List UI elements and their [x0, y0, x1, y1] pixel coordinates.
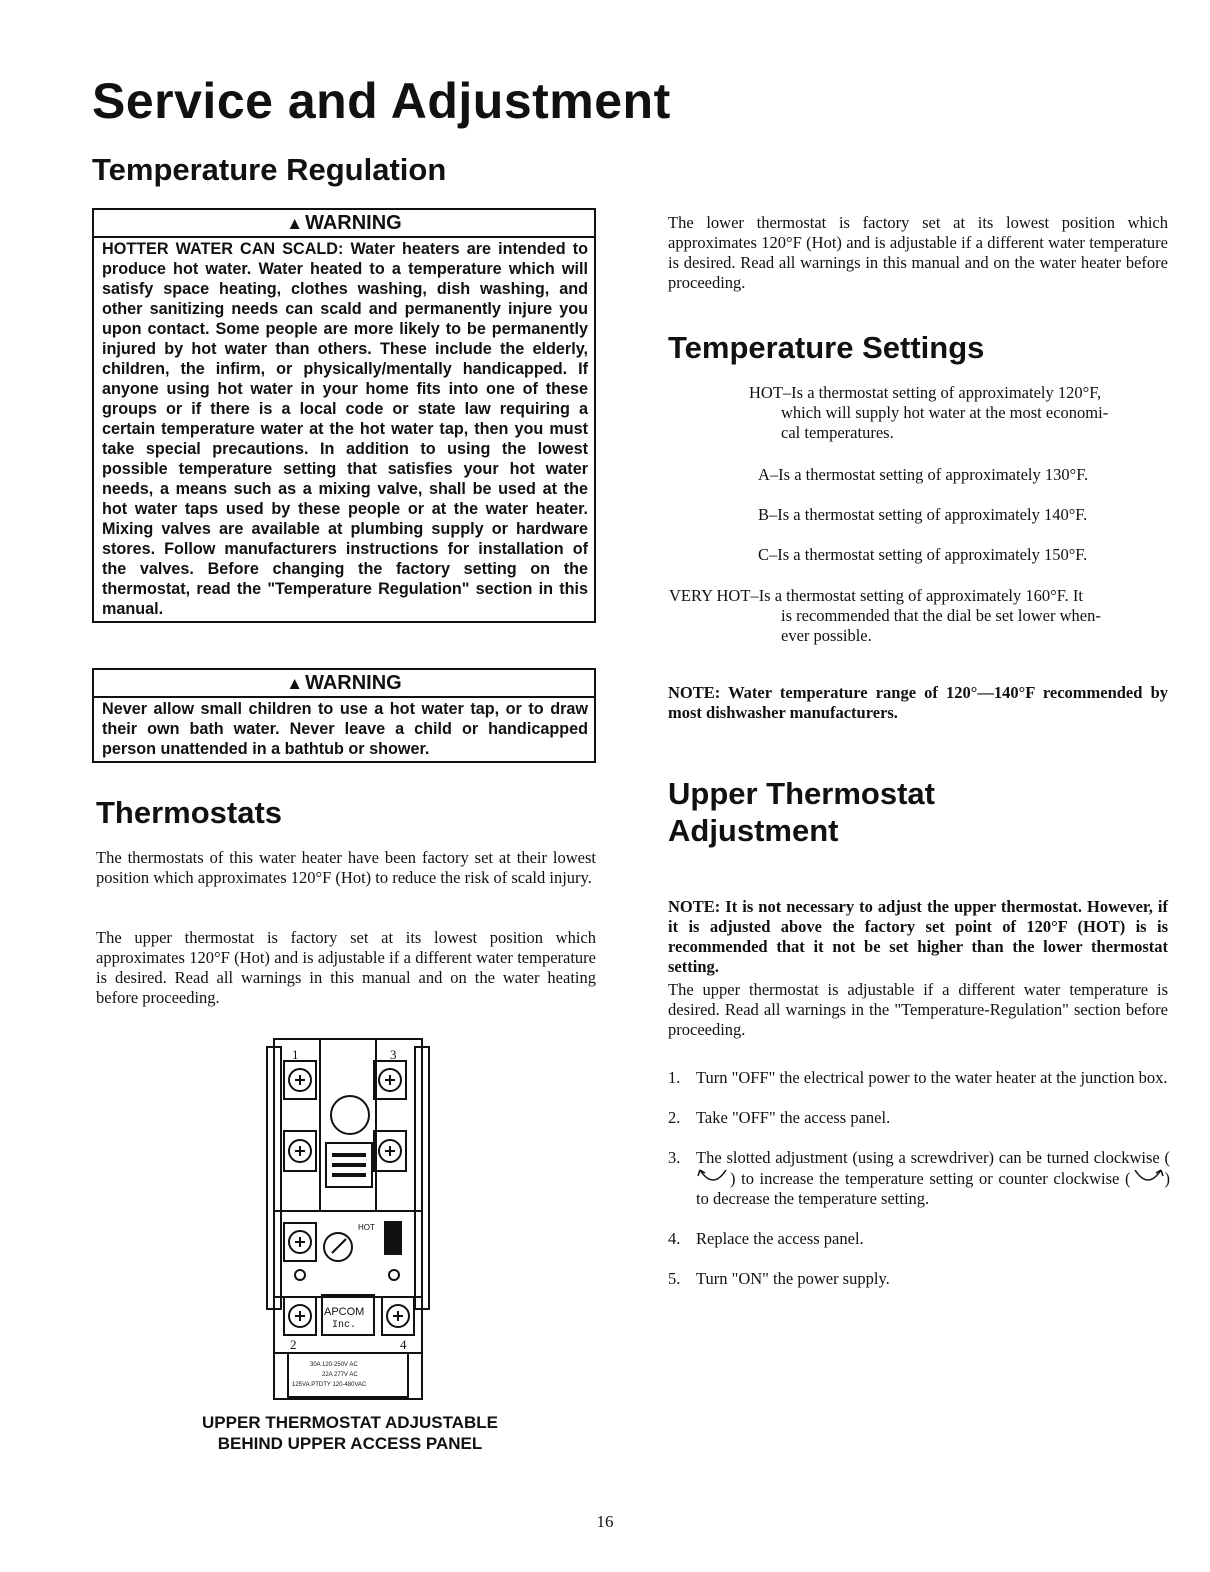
setting-c [758, 545, 1087, 565]
setting-b [758, 505, 1087, 525]
caption-line: UPPER THERMOSTAT ADJUSTABLE [202, 1413, 498, 1432]
section-heading-temperature-regulation: Temperature Regulation [92, 152, 447, 187]
setting-text: –Is a thermostat setting of approximately 120°F, [782, 383, 1102, 402]
setting-text: which will supply hot water at the most economi- [781, 403, 1109, 422]
list-item [668, 1229, 1170, 1249]
terminal-label: 2 [290, 1337, 297, 1352]
center-housing [320, 1039, 376, 1211]
warning-triangle-icon: ▲ [286, 214, 304, 233]
list-item [668, 1068, 1170, 1088]
setting-text: cal temperatures. [781, 423, 894, 442]
heading-line: Upper Thermostat [668, 776, 935, 811]
step-text: Turn "OFF" the electrical power to the water heater at the junction box. [696, 1068, 1168, 1087]
section-heading-temperature-settings: Temperature Settings [668, 330, 985, 365]
adjustment-steps-list [668, 1068, 1170, 1309]
thermostats-paragraph-1: The thermostats of this water heater have been factory set at their lowest position which approximates 120°F (Hot) to reduce the risk of scald injury. [96, 848, 596, 887]
setting-very-hot [669, 586, 1169, 646]
setting-text: –Is a thermostat setting of approximately 140°F. [769, 505, 1088, 524]
list-item [668, 1269, 1170, 1289]
dishwasher-note: NOTE: Water temperature range of 120°—140°F recommended by most dishwasher manufacturers. [668, 682, 1168, 722]
warning-label: WARNING [305, 672, 402, 694]
label-sticker [384, 1221, 402, 1255]
lower-thermostat-paragraph: The lower thermostat is factory set at its lowest position which approximates 120°F (Hot) and is adjustable if a different water temperature is desired. Read all warnings in this manual and on the water heater before proceeding. [668, 213, 1168, 292]
step-number: 1. [668, 1068, 681, 1087]
upper-thermostat-paragraph: The upper thermostat is adjustable if a different water temperature is desired. Read all warnings in the "Temperature-Regulation" section before proceeding. [668, 980, 1168, 1039]
step-text: The slotted adjustment (using a screwdriver) can be turned clockwise () to increase the temperature setting or counter clockwise ( ) to decrease the temperature setting. [696, 1148, 1170, 1208]
warning-triangle-icon: ▲ [286, 674, 304, 693]
setting-label: A [758, 465, 770, 484]
dial-label: HOT [358, 1223, 375, 1232]
section-heading-upper-thermostat [668, 775, 935, 849]
warning-text: HOTTER WATER CAN SCALD: Water heaters are intended to produce hot water. Water heated to a temperature which will satisfy space heating, clothes washing, dish washing, and other sanitizing needs can scald and permanently injure you upon contact. Some people are more likely to be permanently injured by hot water than others. These include the elderly, children, the infirm, or physically/mentally handicapped. If anyone using hot water in your home fits into one of these groups or if there is a local code or state law requiring a certain temperature water at the hot water tap, then you must take special precautions. In addition to using the lowest possible temperature setting that satisfies your hot water needs, a means such as a mixing valve, shall be used at the hot water taps used by these people or at the water heater. Mixing valves are available at plumbing supply or hardware stores. Follow manufacturers instructions for installation of the valves. Before changing the factory setting on the thermostat, read the "Temperature Regulation" section in this manual. [102, 240, 588, 618]
rating-line: 30A 120-250V AC [310, 1362, 358, 1368]
warning-label: WARNING [305, 212, 402, 234]
thermostat-dial [331, 1096, 369, 1134]
setting-text: –Is a thermostat setting of approximately 160°F. It [750, 586, 1083, 605]
warning-text: Never allow small children to use a hot water tap, or to draw their own bath water. Never leave a child or handicapped person unattended in a bathtub or shower. [102, 700, 588, 758]
brand-name: APCOM [324, 1306, 365, 1318]
brand-sub: Inc. [332, 1320, 357, 1331]
setting-label: C [758, 545, 770, 564]
step-text: Replace the access panel. [696, 1229, 864, 1248]
step-text: Take "OFF" the access panel. [696, 1108, 891, 1127]
terminal-label: 1 [292, 1047, 299, 1062]
counter-clockwise-arrow-icon [1131, 1168, 1165, 1184]
page-title: Service and Adjustment [92, 73, 671, 129]
thermostat-diagram [262, 1035, 432, 1405]
setting-hot [749, 383, 1169, 443]
setting-text: –Is a thermostat setting of approximately 150°F. [769, 545, 1088, 564]
setting-label: B [758, 505, 770, 524]
rating-line: 125VA.PTDTY 120-480VAC [292, 1382, 367, 1388]
diagram-caption [130, 1412, 570, 1454]
heading-line: Adjustment [668, 813, 839, 848]
terminal-label: 3 [390, 1047, 397, 1062]
page-number: 16 [596, 1512, 614, 1531]
setting-label: HOT [749, 383, 783, 402]
section-heading-thermostats: Thermostats [96, 795, 283, 830]
setting-a [758, 465, 1088, 485]
step-number: 5. [668, 1269, 681, 1288]
thermostats-paragraph-2: The upper thermostat is factory set at its lowest position which approximates 120°F (Hot) and is adjustable if a different water temperature is desired. Read all warnings in this manual and on the water heating before proceeding. [96, 928, 596, 1007]
clockwise-arrow-icon [696, 1168, 730, 1184]
warning-header [94, 210, 594, 238]
step-number: 4. [668, 1229, 681, 1248]
setting-text: ever possible. [781, 626, 872, 645]
caption-line: BEHIND UPPER ACCESS PANEL [217, 1434, 483, 1453]
step-number: 2. [668, 1108, 681, 1127]
setting-label: VERY HOT [669, 586, 751, 605]
warning-box-scald [92, 208, 596, 623]
rating-line: 22A 277V AC [322, 1372, 358, 1378]
step-text: Turn "ON" the power supply. [696, 1269, 890, 1288]
setting-text: is recommended that the dial be set lower when- [781, 606, 1101, 625]
setting-text: –Is a thermostat setting of approximately 130°F. [769, 465, 1089, 484]
warning-header [94, 670, 594, 698]
upper-thermostat-note: NOTE: It is not necessary to adjust the upper thermostat. However, if it is adjusted above the factory set point of 120°F (HOT) is is recommended that it not be set higher than the lower thermostat setting. [668, 896, 1168, 976]
step-number: 3. [668, 1148, 681, 1167]
list-item [668, 1108, 1170, 1128]
list-item [668, 1148, 1170, 1209]
warning-box-children [92, 668, 596, 763]
terminal-label: 4 [400, 1337, 407, 1352]
